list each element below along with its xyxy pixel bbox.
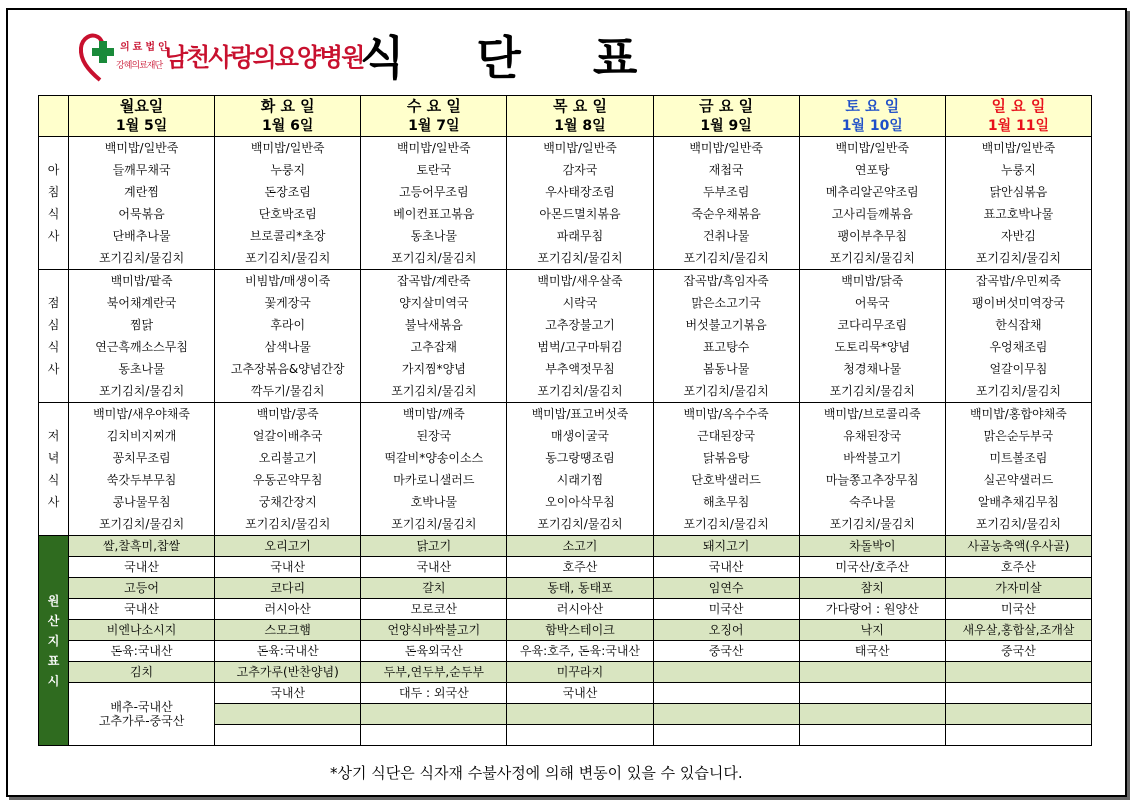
menu-item: 된장국: [416, 429, 452, 443]
menu-item: 아몬드멸치볶음: [539, 207, 621, 221]
origin-empty-cell: [799, 704, 945, 725]
origin-empty-cell: [215, 725, 361, 746]
logo-subtitle-1: 의료법인: [120, 42, 171, 53]
origin-row: [39, 662, 1092, 683]
meal-row: [39, 403, 1092, 536]
meal-label-char: 식: [47, 473, 60, 487]
menu-item: 숙주나물: [849, 495, 896, 509]
day-date: 1월 8일: [507, 116, 653, 137]
day-date: 1월 9일: [653, 116, 799, 137]
origin-label: [39, 536, 69, 746]
meal-cell: [945, 137, 1091, 270]
menu-item: 백미밥/일반죽: [397, 141, 471, 155]
meal-cell: [215, 403, 361, 536]
menu-item: 백미밥/일반죽: [543, 141, 617, 155]
menu-item: 잡곡밥/흑임자죽: [683, 274, 769, 288]
origin-item: 새우살,홍합살,조개살: [945, 620, 1091, 641]
date-row: [39, 116, 1092, 137]
meal-label-char: 사: [47, 495, 60, 509]
menu-item: 백미밥/일반죽: [689, 141, 763, 155]
meal-cell: [215, 137, 361, 270]
menu-item: 비빔밥/매생이죽: [245, 274, 331, 288]
menu-item: 잡곡밥/계란죽: [397, 274, 471, 288]
menu-item: 바싹불고기: [843, 451, 902, 465]
menu-item: 백미밥/새우살죽: [537, 274, 623, 288]
menu-item: 백미밥/일반죽: [250, 141, 325, 155]
menu-item: 포기김치/물김치: [245, 517, 331, 531]
meal-cell: [69, 137, 215, 270]
menu-item: 자반김: [1001, 229, 1036, 243]
meal-label: [39, 403, 69, 536]
menu-item: 고추장볶음&양념간장: [230, 362, 345, 376]
origin-empty-cell: [361, 725, 507, 746]
meal-row: [39, 270, 1092, 403]
origin-item: 오징어: [653, 620, 799, 641]
menu-item: 누룽지: [270, 163, 306, 177]
menu-item: 코다리무조림: [837, 318, 908, 332]
origin-item: 미꾸라지: [507, 662, 653, 683]
meal-cell: [653, 403, 799, 536]
menu-item: 유채된장국: [843, 429, 902, 443]
menu-item: 도토리묵*양념: [834, 340, 911, 354]
origin-item: 두부,연두부,순두부: [361, 662, 507, 683]
origin-source: 국내산: [653, 557, 799, 578]
menu-item: 감자국: [562, 163, 598, 177]
meal-cell: [507, 137, 653, 270]
meal-cell: [653, 137, 799, 270]
menu-item: 죽순우채볶음: [691, 207, 761, 221]
menu-item: 찜닭: [129, 318, 154, 332]
menu-item: 베이컨표고볶음: [393, 207, 475, 221]
origin-item: [653, 662, 799, 683]
menu-item: 맑은순두부국: [983, 429, 1054, 443]
meal-label-char: 저: [47, 429, 60, 443]
menu-item: 오리불고기: [258, 451, 317, 465]
menu-item: 단호박조림: [258, 207, 317, 221]
menu-item: 동초나물: [410, 229, 458, 243]
meal-label-char: 아: [47, 163, 60, 177]
meal-label-char: 녁: [47, 451, 60, 465]
menu-item: 누룽지: [1001, 163, 1036, 177]
origin-source: 러시아산: [507, 599, 653, 620]
origin-source: 호주산: [945, 557, 1091, 578]
meal-label-char: 사: [47, 229, 60, 243]
menu-item: 포기김치/물김치: [829, 384, 915, 398]
day-name: 일 요 일: [945, 96, 1091, 117]
origin-item: 김치: [69, 662, 215, 683]
origin-item: 낙지: [799, 620, 945, 641]
origin-item: 고추가루(반찬양념): [215, 662, 361, 683]
origin-item: 쌀,찰흑미,찹쌀: [69, 536, 215, 557]
origin-empty-cell: [653, 704, 799, 725]
origin-empty-cell: [507, 704, 653, 725]
heart-cross-icon: [78, 30, 122, 82]
origin-item: [799, 662, 945, 683]
origin-empty-cell: [507, 725, 653, 746]
origin-label-char: 시: [47, 673, 60, 688]
menu-item: 팽이버섯미역장국: [972, 296, 1065, 310]
kimchi-origin-line: 고추가루-중국산: [98, 714, 185, 728]
origin-item: 소고기: [507, 536, 653, 557]
menu-item: 포기김치/물김치: [391, 517, 477, 531]
day-date: 1월 11일: [945, 116, 1091, 137]
origin-empty-cell: [361, 704, 507, 725]
menu-item: 포기김치/물김치: [98, 517, 185, 531]
menu-item: 삼색나물: [264, 340, 311, 354]
origin-row: [39, 578, 1092, 599]
meal-cell: [215, 270, 361, 403]
menu-item: 해초무침: [702, 495, 750, 509]
origin-empty-cell: [215, 704, 361, 725]
menu-item: 잡곡밥/우민찌죽: [975, 274, 1062, 288]
menu-item: 파래무침: [556, 229, 604, 243]
menu-item: 우엉채조림: [989, 340, 1048, 354]
origin-item: 함박스테이크: [507, 620, 653, 641]
menu-item: 시래기찜: [556, 473, 604, 487]
origin-item: 닭고기: [361, 536, 507, 557]
menu-item: 단배추나물: [112, 229, 171, 243]
menu-item: 고추잡채: [410, 340, 458, 354]
menu-item: 닭볶음탕: [702, 451, 750, 465]
meal-cell: [507, 403, 653, 536]
menu-item: 버섯불고기볶음: [685, 318, 767, 332]
menu-item: 북어채계란국: [106, 296, 177, 310]
meal-label-char: 식: [47, 207, 60, 221]
menu-item: 연포탕: [854, 163, 890, 177]
origin-source: [799, 683, 945, 704]
meal-label-char: 심: [47, 318, 60, 332]
menu-item: 매생이굴국: [551, 429, 609, 443]
menu-item: 토란국: [416, 163, 452, 177]
hospital-name: 남천사랑의요양병원: [164, 43, 364, 72]
origin-source: 국내산: [69, 557, 215, 578]
menu-item: 포기김치/물김치: [829, 517, 915, 531]
menu-item: 김치비지찌개: [106, 429, 177, 443]
origin-item: 코다리: [215, 578, 361, 599]
origin-item: 갈치: [361, 578, 507, 599]
menu-item: 백미밥/콩죽: [256, 407, 319, 421]
menu-item: 포기김치/물김치: [537, 251, 623, 265]
meal-label-char: 사: [47, 362, 60, 376]
menu-item: 백미밥/브로콜리죽: [823, 407, 921, 421]
menu-item: 포기김치/물김치: [683, 517, 769, 531]
menu-item: 백미밥/일반죽: [835, 141, 910, 155]
menu-item: 청경채나물: [843, 362, 902, 376]
day-name: 목 요 일: [507, 96, 653, 117]
meal-cell: [361, 270, 507, 403]
origin-source: 미국산: [653, 599, 799, 620]
origin-source: 모로코산: [361, 599, 507, 620]
menu-item: 단호박샐러드: [691, 473, 761, 487]
day-date: 1월 6일: [215, 116, 361, 137]
origin-item: 스모크햄: [215, 620, 361, 641]
origin-row: [39, 641, 1092, 662]
footer-note: *상기 식단은 식자재 수불사정에 의해 변동이 있을 수 있습니다.: [330, 764, 743, 782]
origin-source: 국내산: [69, 599, 215, 620]
page-title: 식단표: [360, 31, 710, 85]
origin-source: 우육:호주, 돈육:국내산: [507, 641, 653, 662]
origin-row: [39, 536, 1092, 557]
menu-item: 양지살미역국: [399, 296, 469, 310]
meal-label: [39, 137, 69, 270]
menu-item: 얼갈이무침: [989, 362, 1048, 376]
meal-cell: [945, 270, 1091, 403]
day-date: 1월 7일: [361, 116, 507, 137]
menu-item: 포기김치/물김치: [537, 384, 623, 398]
day-name: 월요일: [69, 96, 215, 117]
menu-item: 우사태장조림: [545, 185, 615, 199]
meal-cell: [653, 270, 799, 403]
menu-item: 오이아삭무침: [545, 495, 615, 509]
origin-source: [945, 683, 1091, 704]
menu-item: 재첩국: [708, 163, 744, 177]
meal-row: [39, 137, 1092, 270]
menu-item: 포기김치/물김치: [98, 251, 185, 265]
menu-item: 콩나물무침: [112, 495, 171, 509]
origin-label-char: 지: [47, 633, 60, 648]
menu-item: 팽이부추무침: [837, 229, 908, 243]
menu-item: 꽃게장국: [264, 296, 311, 310]
menu-item: 마카로니샐러드: [393, 473, 475, 487]
origin-source: 돈육외국산: [361, 641, 507, 662]
meal-label-char: 점: [47, 296, 60, 310]
menu-item: 깍두기/물김치: [250, 384, 325, 398]
menu-item: 포기김치/물김치: [975, 384, 1062, 398]
menu-item: 한식잡채: [995, 318, 1042, 332]
menu-item: 가지찜*양념: [401, 362, 466, 376]
menu-item: 포기김치/물김치: [537, 517, 623, 531]
menu-item: 메추리알곤약조림: [825, 185, 919, 199]
menu-item: 포기김치/물김치: [975, 517, 1062, 531]
origin-row: [39, 599, 1092, 620]
menu-item: 포기김치/물김치: [391, 384, 477, 398]
menu-table: [38, 95, 1092, 746]
origin-item: 언양식바싹불고기: [361, 620, 507, 641]
menu-item: 백미밥/표고버섯죽: [531, 407, 629, 421]
menu-item: 떡갈비*양송이소스: [384, 451, 484, 465]
menu-item: 범벅/고구마튀김: [537, 340, 623, 354]
menu-item: 표고호박나물: [983, 207, 1054, 221]
menu-item: 포기김치/물김치: [975, 251, 1062, 265]
origin-label-char: 산: [47, 613, 60, 628]
kimchi-origin-line: 배추-국내산: [110, 700, 173, 714]
menu-item: 쑥갓두부무침: [106, 473, 177, 487]
origin-item: 돼지고기: [653, 536, 799, 557]
menu-item: 연근흑깨소스무침: [95, 340, 188, 354]
menu-item: 포기김치/물김치: [245, 251, 331, 265]
origin-item: 사골농축액(우사골): [945, 536, 1091, 557]
origin-source: 호주산: [507, 557, 653, 578]
origin-item: 오리고기: [215, 536, 361, 557]
menu-item: 부추액젓무침: [545, 362, 615, 376]
menu-item: 후라이: [270, 318, 306, 332]
origin-item: 임연수: [653, 578, 799, 599]
menu-item: 포기김치/물김치: [829, 251, 915, 265]
menu-item: 포기김치/물김치: [391, 251, 477, 265]
menu-item: 돈장조림: [264, 185, 311, 199]
origin-empty-cell: [653, 725, 799, 746]
kimchi-origin-note: [69, 683, 215, 746]
origin-source: 러시아산: [215, 599, 361, 620]
origin-source: 돈육:국내산: [215, 641, 361, 662]
day-name: 수 요 일: [361, 96, 507, 117]
origin-item: 가자미살: [945, 578, 1091, 599]
menu-item: 고사리들깨볶음: [831, 207, 913, 221]
menu-item: 동초나물: [118, 362, 165, 376]
menu-item: 백미밥/일반죽: [104, 141, 179, 155]
meal-label-char: 침: [47, 185, 60, 199]
meal-cell: [507, 270, 653, 403]
menu-item: 시락국: [562, 296, 598, 310]
day-name: 화 요 일: [215, 96, 361, 117]
origin-empty-cell: [799, 725, 945, 746]
origin-empty-cell: [945, 725, 1091, 746]
origin-source: 미국산/호주산: [799, 557, 945, 578]
menu-item: 들깨무채국: [112, 163, 171, 177]
menu-item: 어묵볶음: [118, 207, 165, 221]
origin-source: 미국산: [945, 599, 1091, 620]
meal-cell: [799, 270, 945, 403]
menu-item: 표고탕수: [702, 340, 750, 354]
menu-item: 꽁치무조림: [112, 451, 171, 465]
menu-item: 포기김치/물김치: [98, 384, 185, 398]
menu-item: 백미밥/일반죽: [981, 141, 1056, 155]
origin-source: 중국산: [945, 641, 1091, 662]
menu-item: 맑은소고기국: [691, 296, 761, 310]
origin-source: 돈육:국내산: [69, 641, 215, 662]
menu-item: 포기김치/물김치: [683, 384, 769, 398]
origin-source: 국내산: [215, 557, 361, 578]
menu-item: 봄동나물: [702, 362, 750, 376]
origin-source: 대두 : 외국산: [361, 683, 507, 704]
menu-item: 호박나물: [410, 495, 458, 509]
menu-item: 백미밥/새우야채죽: [93, 407, 190, 421]
origin-item: 차돌박이: [799, 536, 945, 557]
meal-cell: [69, 403, 215, 536]
menu-item: 닭안심볶음: [989, 185, 1048, 199]
menu-item: 동그랑땡조림: [545, 451, 615, 465]
day-name: 토 요 일: [799, 96, 945, 117]
menu-item: 브로콜리*초장: [249, 229, 326, 243]
header-corner: [39, 96, 69, 137]
menu-item: 백미밥/홍합야채죽: [970, 407, 1067, 421]
menu-item: 미트볼조림: [989, 451, 1048, 465]
meal-cell: [361, 403, 507, 536]
origin-source: 국내산: [215, 683, 361, 704]
menu-item: 백미밥/닭죽: [841, 274, 904, 288]
menu-item: 어묵국: [854, 296, 890, 310]
hospital-logo: [78, 30, 364, 84]
menu-item: 우동곤약무침: [252, 473, 323, 487]
menu-item: 고추장불고기: [545, 318, 615, 332]
origin-label-char: 표: [47, 653, 60, 668]
menu-item: 마늘쫑고추장무침: [825, 473, 919, 487]
origin-source: 태국산: [799, 641, 945, 662]
menu-item: 고등어무조림: [399, 185, 469, 199]
origin-empty-cell: [945, 704, 1091, 725]
menu-item: 백미밥/팥죽: [110, 274, 173, 288]
meal-cell: [361, 137, 507, 270]
meal-cell: [945, 403, 1091, 536]
meal-cell: [799, 403, 945, 536]
origin-row: [39, 557, 1092, 578]
day-date: 1월 5일: [69, 116, 215, 137]
menu-item: 두부조림: [702, 185, 750, 199]
menu-item: 알배추채김무침: [977, 495, 1059, 509]
menu-item: 실곤약샐러드: [983, 473, 1054, 487]
meal-cell: [799, 137, 945, 270]
origin-row: [39, 683, 1092, 704]
origin-source: [653, 683, 799, 704]
origin-source: 가다랑어 : 원양산: [799, 599, 945, 620]
menu-item: 백미밥/옥수수죽: [683, 407, 769, 421]
origin-item: 고등어: [69, 578, 215, 599]
day-name: 금 요 일: [653, 96, 799, 117]
origin-source: 중국산: [653, 641, 799, 662]
origin-row: [39, 620, 1092, 641]
menu-item: 얼갈이배추국: [252, 429, 323, 443]
menu-item: 건취나물: [702, 229, 750, 243]
origin-label-char: 원: [47, 593, 60, 608]
menu-item: 계란찜: [124, 185, 159, 199]
origin-source: 국내산: [361, 557, 507, 578]
origin-item: 참치: [799, 578, 945, 599]
meal-label-char: 식: [47, 340, 60, 354]
meal-label: [39, 270, 69, 403]
origin-item: 동태, 동태포: [507, 578, 653, 599]
menu-item: 포기김치/물김치: [683, 251, 769, 265]
origin-item: [945, 662, 1091, 683]
meal-cell: [69, 270, 215, 403]
menu-item: 불낙새볶음: [404, 318, 463, 332]
origin-item: 비엔나소시지: [69, 620, 215, 641]
logo-subtitle-2: 강혜의료재단: [116, 61, 163, 71]
menu-item: 근대된장국: [697, 429, 756, 443]
day-name-row: [39, 96, 1092, 117]
menu-item: 백미밥/깨죽: [402, 407, 465, 421]
origin-source: 국내산: [507, 683, 653, 704]
menu-item: 궁채간장지: [258, 495, 317, 509]
day-date: 1월 10일: [799, 116, 945, 137]
